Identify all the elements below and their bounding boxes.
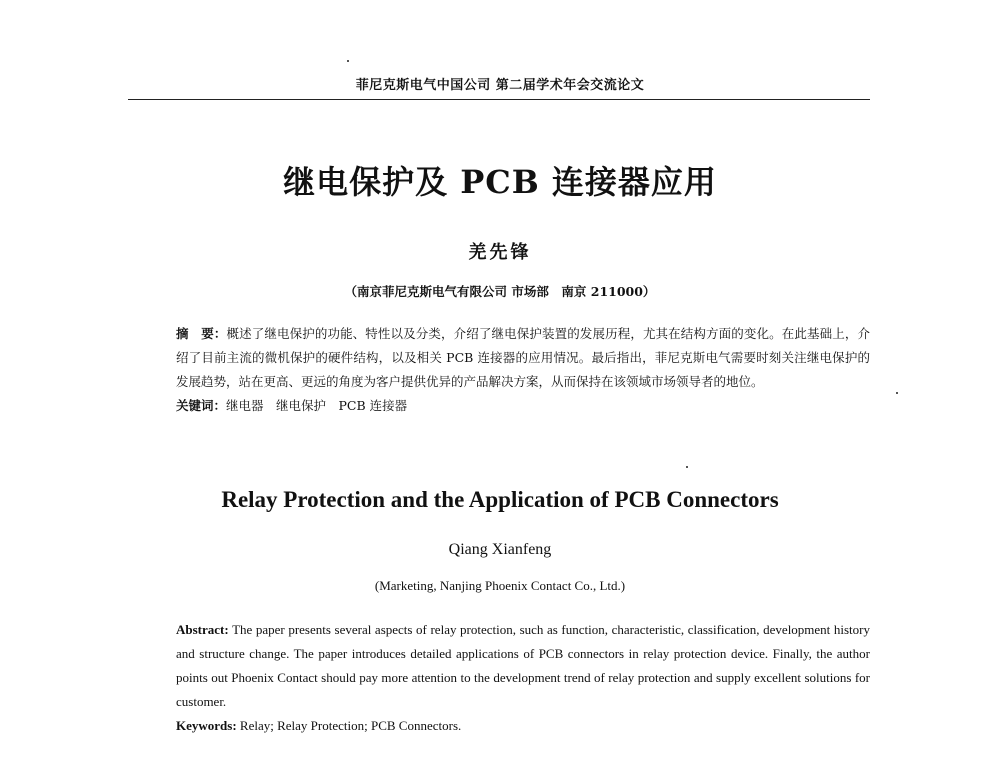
abstract-chinese [176,322,870,418]
header-rule [128,99,870,100]
author-name-chinese: 羌先锋 [468,242,532,263]
paper-title-chinese: 继电保护及 PCB 连接器应用 [283,163,717,201]
affiliation-english: (Marketing, Nanjing Phoenix Contact Co., Ltd.) [374,578,626,593]
keywords-text-english: Relay; Relay Protection; PCB Connectors. [236,718,462,733]
abstract-text-english: The paper presents several aspects of relay protection, such as function, characteristic, classification, development history and structure change. The paper introduces detailed applications of PCB connectors in relay protection device. Finally, the author points out Phoenix Contact should pay more attention to the development trend of relay protection and supply excellent solutions for customer. [176,622,870,709]
paper-title-english: Relay Protection and the Application of PCB Connectors [221,487,779,512]
keywords-label-chinese: 关键词： [176,398,227,413]
affiliation-chinese: （南京菲尼克斯电气有限公司 市场部 南京 211000） [344,284,656,299]
author-name-english: Qiang Xianfeng [448,541,552,558]
abstract-english [176,618,870,738]
scan-speck [347,60,349,62]
keywords-text-chinese: 继电器 继电保护 PCB 连接器 [226,398,408,413]
scan-speck [896,392,898,394]
abstract-label-chinese: 摘 要： [176,326,227,341]
running-header: 菲尼克斯电气中国公司 第二届学术年会交流论文 [355,78,645,93]
scan-speck [686,466,688,468]
abstract-label-english: Abstract: [176,622,229,637]
abstract-text-chinese: 概述了继电保护的功能、特性以及分类，介绍了继电保护装置的发展历程，尤其在结构方面的变化。在此基础上，介绍了目前主流的微机保护的硬件结构，以及相关 PCB 连接器的应用情况。最后指出，菲尼克斯电气需要时刻关注继电保护的发展趋势，站在更高、更远的角度为客户提供优异的产品解决方案，从而保持在该领域市场领导者的地位。 [176,326,870,389]
keywords-label-english: Keywords: [176,718,237,733]
